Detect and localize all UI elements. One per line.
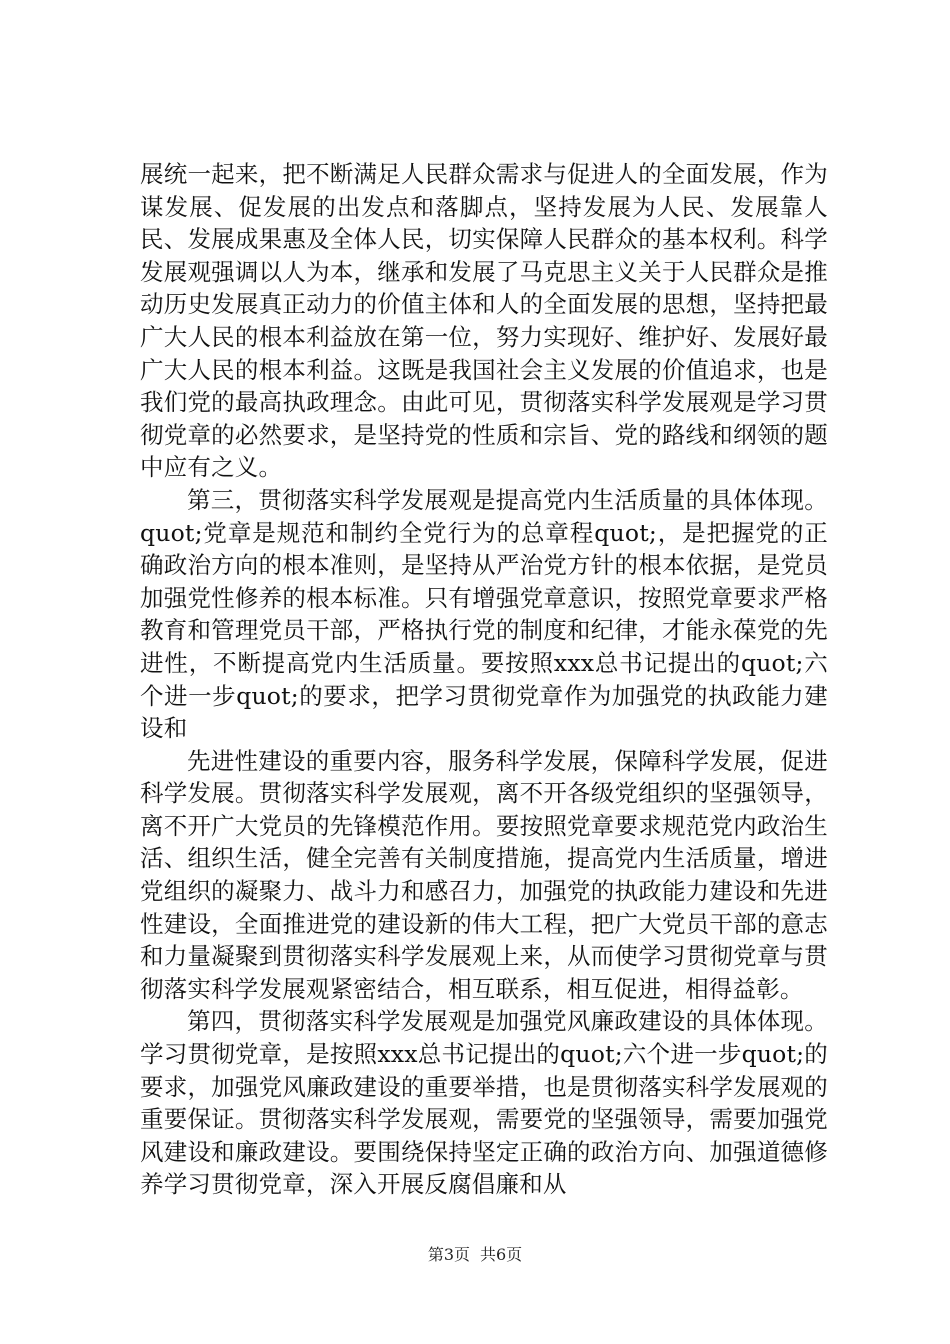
paragraph-1: 展统一起来，把不断满足人民群众需求与促进人的全面发展，作为谋发展、促发展的出发点和落脚点，坚持发展为人民、发展靠人民、发展成果惠及全体人民，切实保障人民群众的基本权利。科学发展观强调以人为本，继承和发展了马克思主义关于人民群众是推动历史发展真正动力的价值主体和人的全面发展的思想，坚持把最广大人民的根本利益放在第一位，努力实现好、维护好、发展好最广大人民的根本利益。这既是我国社会主义发展的价值追求，也是我们党的最高执政理念。由此可见，贯彻落实科学发展观是学习贯彻党章的必然要求，是坚持党的性质和宗旨、党的路线和纲领的题中应有之义。 — [140, 160, 828, 482]
page-footer — [0, 1245, 950, 1265]
paragraph-2: 第三，贯彻落实科学发展观是提高党内生活质量的具体体现。quot;党章是规范和制约全党行为的总章程quot;，是把握党的正确政治方向的根本准则，是坚持从严治党方针的根本依据，是党员加强党性修养的根本标准。只有增强党章意识，按照党章要求严格教育和管理党员干部，严格执行党的制度和纪律，才能永葆党的先进性，不断提高党内生活质量。要按照xxx总书记提出的quot;六个进一步quot;的要求，把学习贯彻党章作为加强党的执政能力建设和 — [140, 485, 828, 743]
page-total: 共6页 — [480, 1245, 523, 1264]
paragraph-4: 第四，贯彻落实科学发展观是加强党风廉政建设的具体体现。学习贯彻党章，是按照xxx总书记提出的quot;六个进一步quot;的要求，加强党风廉政建设的重要举措，也是贯彻落实科学发展观的重要保证。贯彻落实科学发展观，需要党的坚强领导，需要加强党风建设和廉政建设。要围绕保持坚定正确的政治方向、加强道德修养学习贯彻党章，深入开展反腐倡廉和从 — [140, 1007, 828, 1199]
page-number: 第3页 — [427, 1245, 470, 1264]
paragraph-3: 先进性建设的重要内容，服务科学发展，保障科学发展，促进科学发展。贯彻落实科学发展观，离不开各级党组织的坚强领导，离不开广大党员的先锋模范作用。要按照党章要求规范党内政治生活、组织生活，健全完善有关制度措施，提高党内生活质量，增进党组织的凝聚力、战斗力和感召力，加强党的执政能力建设和先进性建设，全面推进党的建设新的伟大工程，把广大党员干部的意志和力量凝聚到贯彻落实科学发展观上来，从而使学习贯彻党章与贯彻落实科学发展观紧密结合，相互联系，相互促进，相得益彰。 — [140, 746, 828, 1003]
document-body — [140, 158, 828, 1201]
